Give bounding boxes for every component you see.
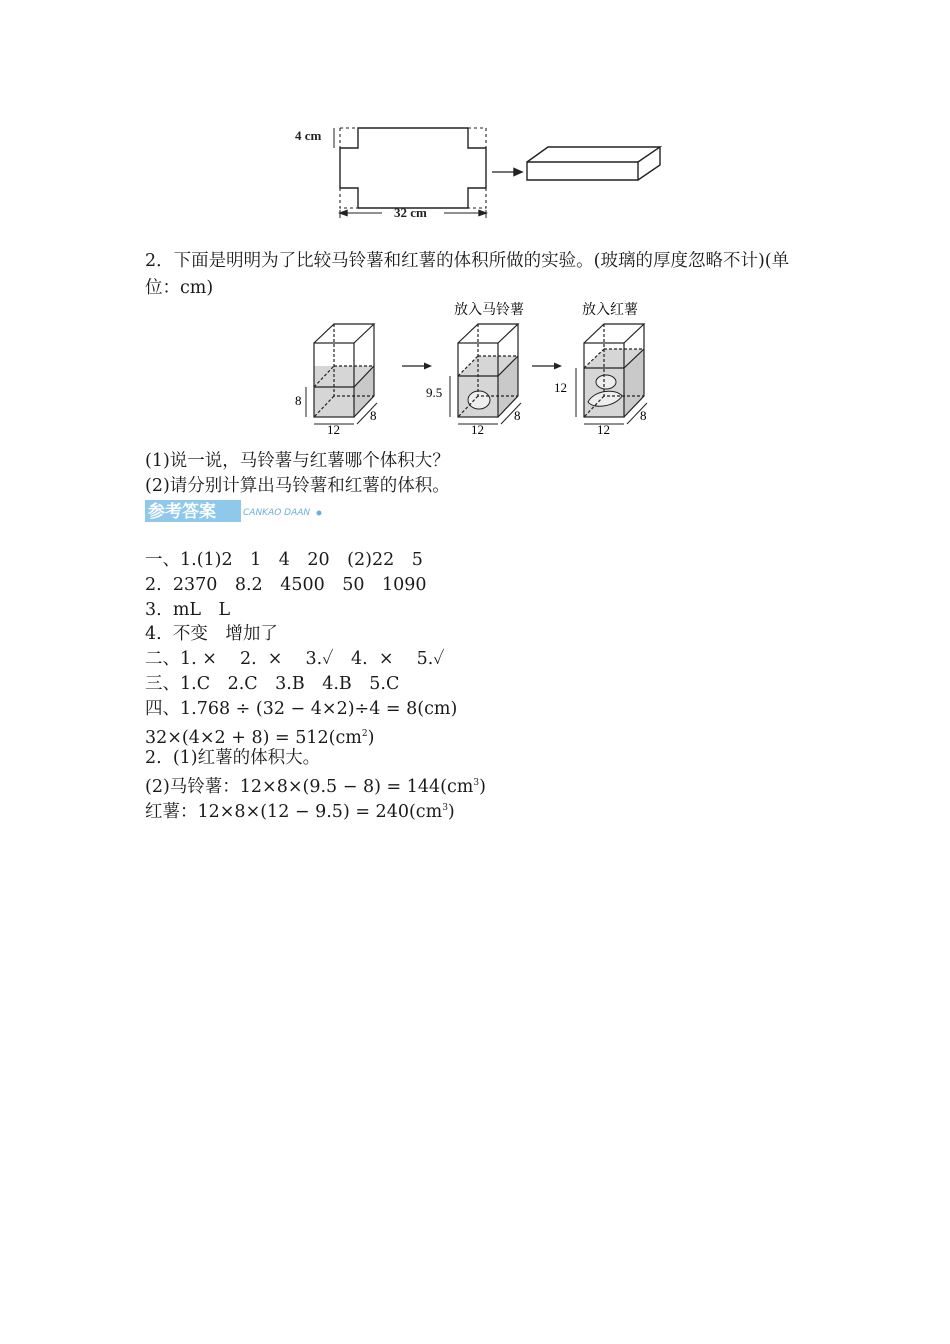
answer-line-10-sup: 3 — [473, 778, 480, 788]
label-sweet-potato: 放入红薯 — [582, 303, 638, 318]
box-1 — [295, 324, 377, 436]
answer-line-11-sup: 3 — [442, 803, 448, 813]
answer-line-11 — [145, 796, 455, 824]
arrow-icon — [532, 363, 562, 370]
answer-line-9: 2. (1)红薯的体积大。 — [145, 748, 321, 768]
answer-line-8-sup: 2 — [361, 729, 368, 739]
arrow-icon — [402, 363, 432, 370]
arrow-icon — [514, 169, 522, 176]
cut-sheet-figure — [294, 116, 674, 224]
dim-width-label: 32 cm — [394, 205, 427, 220]
answer-line-10-text: (2)马铃薯：12×8×(9.5 − 8) = 144(cm — [145, 776, 474, 797]
answer-line-4: 4. 不变 增加了 — [145, 624, 278, 644]
box-2 — [426, 301, 524, 436]
answer-line-8-text: 32×(4×2 + 8) = 512(cm — [145, 727, 362, 748]
box-3-height: 12 — [554, 380, 567, 395]
answer-line-1: 一、1.(1)2 1 4 20 (2)22 5 — [145, 550, 423, 570]
answer-line-7: 四、1.768 ÷ (32 − 4×2)÷4 = 8(cm) — [145, 699, 458, 719]
box-3-length: 12 — [597, 422, 610, 436]
answer-line-11-text: 红薯：12×8×(12 − 9.5) = 240(cm — [145, 801, 443, 822]
answers-banner — [145, 500, 330, 522]
answer-line-10 — [145, 771, 486, 799]
label-potato: 放入马铃薯 — [454, 303, 524, 318]
box-3 — [554, 301, 647, 436]
sub-question-1: (1)说一说，马铃薯与红薯哪个体积大？ — [145, 451, 450, 471]
question-2-text: 2．下面是明明为了比较马铃薯和红薯的体积所做的实验。(玻璃的厚度忽略不计)(单位：cm) — [145, 251, 790, 298]
box-3-width: 8 — [640, 408, 647, 423]
box-2-width: 8 — [514, 408, 521, 423]
box-1-length: 12 — [327, 422, 340, 436]
water-boxes-figure — [294, 296, 654, 436]
dot-icon — [317, 511, 322, 516]
potato-shape — [468, 391, 490, 409]
answer-line-10-close: ) — [479, 776, 486, 797]
dim-height-label: 4 cm — [295, 128, 322, 143]
answer-line-11-close: ) — [447, 801, 455, 822]
sweet-potato-shape — [596, 375, 616, 389]
box-1-height: 8 — [295, 393, 302, 408]
box-2-length: 12 — [471, 422, 484, 436]
answer-line-3: 3. mL L — [145, 600, 231, 620]
answer-line-6: 三、1.C 2.C 3.B 4.B 5.C — [145, 674, 400, 694]
answer-line-2: 2. 2370 8.2 4500 50 1090 — [145, 575, 427, 595]
banner-title: 参考答案 — [148, 502, 216, 522]
answer-line-5: 二、1. × 2. × 3.✓ 4. × 5.✓ — [145, 649, 445, 669]
answer-line-8-close: ) — [367, 727, 375, 748]
cut-sheet-outline — [340, 128, 486, 208]
box-1-width: 8 — [370, 408, 377, 423]
banner-pinyin: CANKAO DAAN — [243, 508, 311, 518]
box-front — [527, 162, 638, 180]
sub-question-2: (2)请分别计算出马铃薯和红薯的体积。 — [145, 476, 450, 496]
box-2-height: 9.5 — [426, 385, 443, 400]
